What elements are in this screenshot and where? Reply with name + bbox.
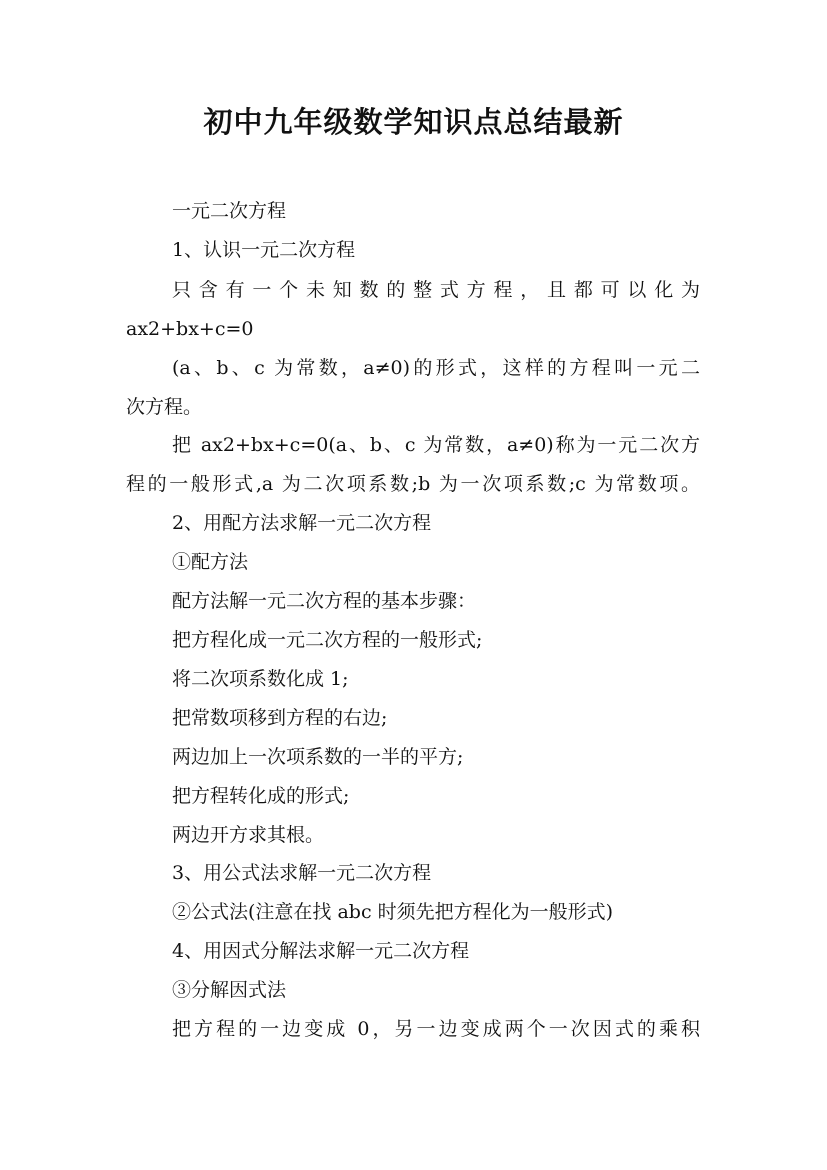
step-line: 把方程化成一元二次方程的一般形式; — [172, 629, 483, 651]
subsection-3-heading: 3、用公式法求解一元二次方程 — [172, 862, 432, 884]
paragraph-line: 把方程的一边变成 0，另一边变成两个一次因式的乘积 — [172, 1018, 700, 1040]
step-line: 将二次项系数化成 1; — [172, 668, 349, 690]
step-line: 两边开方求其根。 — [172, 824, 325, 846]
method-heading: ①配方法 — [172, 551, 249, 573]
document-title: 初中九年级数学知识点总结最新 — [203, 105, 624, 139]
subsection-4-heading: 4、用因式分解法求解一元二次方程 — [172, 940, 470, 962]
paragraph-line: 只 含 有 一 个 未 知 数 的 整 式 方 程 ， 且 都 可 以 化 为 — [172, 279, 700, 301]
step-line: 两边加上一次项系数的一半的平方; — [172, 746, 464, 768]
paragraph-line: (a、b、c 为常数，a≠0)的形式，这样的方程叫一元二 — [172, 357, 700, 379]
subsection-2-heading: 2、用配方法求解一元二次方程 — [172, 512, 432, 534]
paragraph-line: 配方法解一元二次方程的基本步骤： — [172, 590, 477, 612]
step-line: 把方程转化成的形式; — [172, 785, 350, 807]
paragraph-line: 把 ax2+bx+c=0(a、b、c 为常数，a≠0)称为一元二次方 — [172, 434, 700, 456]
step-line: 把常数项移到方程的右边; — [172, 707, 388, 729]
section-heading-quadratic: 一元二次方程 — [172, 200, 287, 222]
method-heading: ②公式法(注意在找 abc 时须先把方程化为一般形式) — [172, 901, 614, 923]
paragraph-line: 程的一般形式,a 为二次项系数;b 为一次项系数;c 为常数项。 — [126, 473, 700, 495]
paragraph-line: 次方程。 — [126, 396, 203, 418]
paragraph-line: ax2+bx+c=0 — [126, 318, 254, 340]
method-heading: ③分解因式法 — [172, 979, 287, 1001]
subsection-1-heading: 1、认识一元二次方程 — [172, 239, 356, 261]
